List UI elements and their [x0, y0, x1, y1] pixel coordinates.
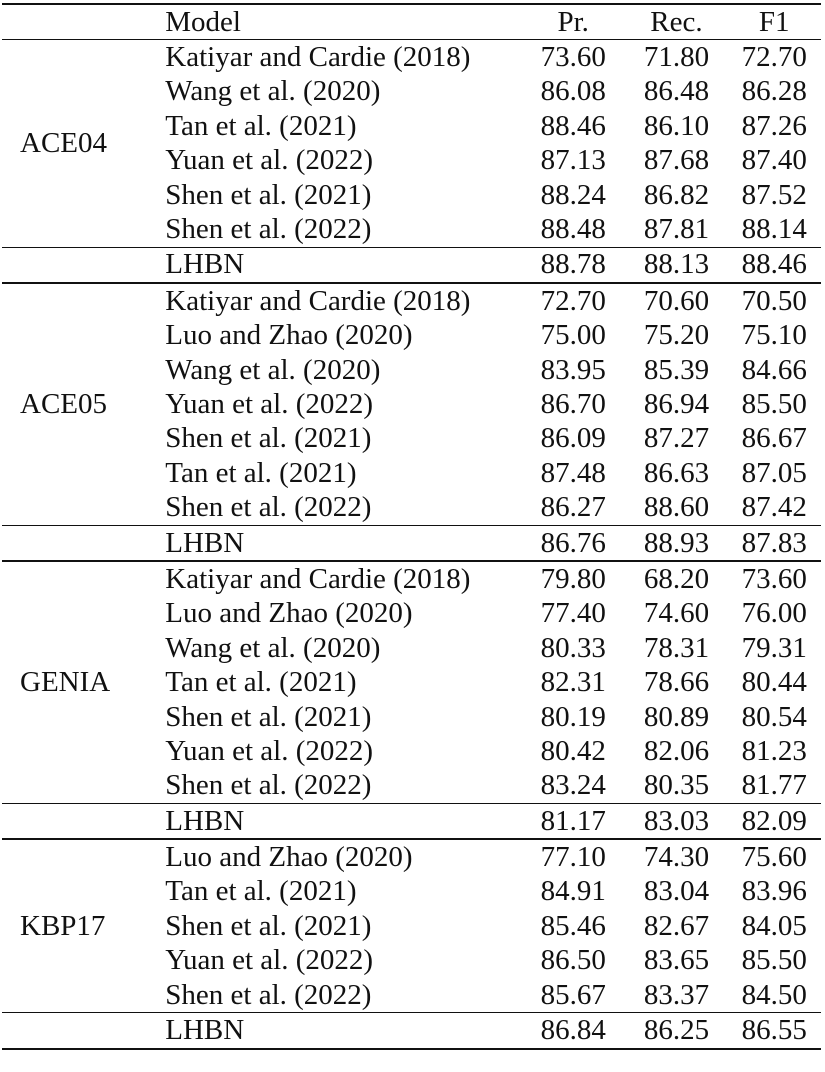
recall-value: 88.93 — [626, 525, 728, 561]
f1-value: 87.52 — [741, 178, 807, 211]
f1-value: 86.67 — [741, 422, 807, 455]
precision-value: 87.48 — [540, 456, 606, 489]
dataset-spacer — [2, 247, 165, 283]
dataset-label: KBP17 — [2, 839, 165, 1012]
precision-value: 88.24 — [540, 178, 606, 211]
header-precision: Pr. — [521, 4, 626, 40]
recall-value: 83.65 — [643, 944, 710, 977]
f1-value: 87.42 — [741, 491, 807, 524]
precision-value: 86.08 — [540, 75, 606, 108]
f1-value: 76.00 — [741, 597, 807, 630]
model-name: Katiyar and Cardie (2018) — [165, 41, 471, 74]
recall-value: 75.20 — [643, 319, 710, 352]
table-row — [2, 839, 821, 874]
dataset-label: ACE05 — [2, 283, 165, 525]
precision-value: 86.76 — [521, 525, 626, 561]
f1-value: 75.10 — [741, 319, 807, 352]
f1-value: 88.46 — [727, 247, 821, 283]
recall-value: 88.13 — [626, 247, 728, 283]
model-name: Wang et al. (2020) — [165, 631, 381, 664]
f1-value: 84.50 — [741, 978, 807, 1011]
f1-value: 86.28 — [741, 75, 807, 108]
precision-value: 84.91 — [540, 875, 606, 908]
ours-row — [2, 247, 821, 283]
f1-value: 87.05 — [741, 456, 807, 489]
f1-value: 88.14 — [741, 213, 807, 246]
model-name: Shen et al. (2022) — [165, 213, 372, 246]
model-name: LHBN — [165, 247, 521, 283]
header-model: Model — [165, 4, 521, 40]
precision-value: 86.50 — [540, 944, 606, 977]
recall-value: 78.66 — [643, 666, 710, 699]
precision-value: 88.46 — [540, 109, 606, 142]
precision-value: 75.00 — [540, 319, 606, 352]
recall-value: 86.48 — [643, 75, 710, 108]
precision-value: 73.60 — [540, 41, 606, 74]
precision-value: 80.19 — [540, 700, 606, 733]
f1-value: 75.60 — [727, 839, 821, 874]
recall-value: 86.94 — [643, 387, 710, 420]
ours-row — [2, 1013, 821, 1049]
recall-value: 71.80 — [643, 41, 710, 74]
recall-value: 78.31 — [643, 631, 710, 664]
recall-value: 87.81 — [643, 213, 710, 246]
model-name: Wang et al. (2020) — [165, 353, 381, 386]
dataset-spacer — [2, 1013, 165, 1049]
model-name: Tan et al. (2021) — [165, 456, 357, 489]
precision-value: 86.09 — [540, 422, 606, 455]
header-f1: F1 — [727, 4, 821, 40]
recall-value: 74.60 — [643, 597, 710, 630]
recall-value: 86.25 — [626, 1013, 728, 1049]
recall-value: 83.37 — [643, 978, 710, 1011]
f1-value: 86.55 — [727, 1013, 821, 1049]
model-name: Katiyar and Cardie (2018) — [165, 561, 521, 596]
recall-value: 80.35 — [643, 769, 710, 802]
model-name: Tan et al. (2021) — [165, 875, 357, 908]
model-name: Luo and Zhao (2020) — [165, 319, 413, 352]
f1-value: 80.44 — [741, 666, 807, 699]
precision-value: 72.70 — [521, 283, 626, 318]
precision-value: 85.46 — [540, 909, 606, 942]
precision-value: 77.40 — [540, 597, 606, 630]
precision-value: 86.27 — [540, 491, 606, 524]
f1-value: 79.31 — [741, 631, 807, 664]
header-row — [2, 4, 821, 40]
recall-value: 83.03 — [626, 803, 728, 839]
model-name: Katiyar and Cardie (2018) — [165, 283, 521, 318]
ours-row — [2, 525, 821, 561]
dataset-spacer — [2, 525, 165, 561]
precision-value: 88.78 — [521, 247, 626, 283]
recall-value: 86.82 — [643, 178, 710, 211]
model-name: Tan et al. (2021) — [165, 109, 357, 142]
precision-value: 86.70 — [540, 387, 606, 420]
recall-value: 74.30 — [626, 839, 728, 874]
f1-value: 85.50 — [741, 387, 807, 420]
recall-value: 83.04 — [643, 875, 710, 908]
precision-value: 80.42 — [540, 734, 606, 767]
model-name: Shen et al. (2021) — [165, 909, 372, 942]
table-row — [2, 40, 821, 75]
model-name: Yuan et al. (2022) — [165, 387, 374, 420]
f1-value: 81.23 — [741, 734, 807, 767]
precision-value: 79.80 — [521, 561, 626, 596]
results-table — [2, 3, 821, 1050]
model-name: Yuan et al. (2022) — [165, 734, 374, 767]
precision-value: 87.13 — [540, 144, 606, 177]
model-name: Wang et al. (2020) — [165, 75, 381, 108]
f1-value: 87.26 — [741, 109, 807, 142]
recall-value: 85.39 — [643, 353, 710, 386]
recall-value: 80.89 — [643, 700, 710, 733]
f1-value: 84.05 — [741, 909, 807, 942]
precision-value: 83.95 — [540, 353, 606, 386]
f1-value: 72.70 — [741, 41, 807, 74]
table-row — [2, 283, 821, 318]
model-name: Shen et al. (2022) — [165, 769, 372, 802]
f1-value: 82.09 — [727, 803, 821, 839]
recall-value: 86.10 — [643, 109, 710, 142]
model-name: Shen et al. (2021) — [165, 178, 372, 211]
model-name: Yuan et al. (2022) — [165, 944, 374, 977]
f1-value: 73.60 — [727, 561, 821, 596]
model-name: Luo and Zhao (2020) — [165, 597, 413, 630]
header-recall: Rec. — [626, 4, 728, 40]
recall-value: 87.27 — [643, 422, 710, 455]
recall-value: 82.06 — [643, 734, 710, 767]
recall-value: 70.60 — [626, 283, 728, 318]
dataset-spacer — [2, 803, 165, 839]
dataset-label: GENIA — [2, 561, 165, 803]
ours-row — [2, 803, 821, 839]
precision-value: 82.31 — [540, 666, 606, 699]
model-name: Tan et al. (2021) — [165, 666, 357, 699]
header-dataset — [2, 4, 165, 40]
f1-value: 87.83 — [727, 525, 821, 561]
model-name: Shen et al. (2021) — [165, 422, 372, 455]
f1-value: 80.54 — [741, 700, 807, 733]
recall-value: 87.68 — [643, 144, 710, 177]
f1-value: 85.50 — [741, 944, 807, 977]
f1-value: 70.50 — [727, 283, 821, 318]
table-row — [2, 561, 821, 596]
precision-value: 88.48 — [540, 213, 606, 246]
precision-value: 86.84 — [521, 1013, 626, 1049]
recall-value: 68.20 — [626, 561, 728, 596]
f1-value: 83.96 — [741, 875, 807, 908]
model-name: Shen et al. (2022) — [165, 978, 372, 1011]
precision-value: 85.67 — [540, 978, 606, 1011]
f1-value: 81.77 — [741, 769, 807, 802]
precision-value: 81.17 — [521, 803, 626, 839]
model-name: LHBN — [165, 525, 521, 561]
precision-value: 83.24 — [540, 769, 606, 802]
model-name: LHBN — [165, 1013, 521, 1049]
recall-value: 88.60 — [643, 491, 710, 524]
model-name: Shen et al. (2022) — [165, 491, 372, 524]
f1-value: 87.40 — [741, 144, 807, 177]
f1-value: 84.66 — [741, 353, 807, 386]
model-name: Shen et al. (2021) — [165, 700, 372, 733]
model-name: LHBN — [165, 803, 521, 839]
dataset-label: ACE04 — [20, 127, 107, 160]
recall-value: 86.63 — [643, 456, 710, 489]
precision-value: 80.33 — [540, 631, 606, 664]
precision-value: 77.10 — [521, 839, 626, 874]
model-name: Yuan et al. (2022) — [165, 144, 374, 177]
recall-value: 82.67 — [643, 909, 710, 942]
model-name: Luo and Zhao (2020) — [165, 839, 521, 874]
